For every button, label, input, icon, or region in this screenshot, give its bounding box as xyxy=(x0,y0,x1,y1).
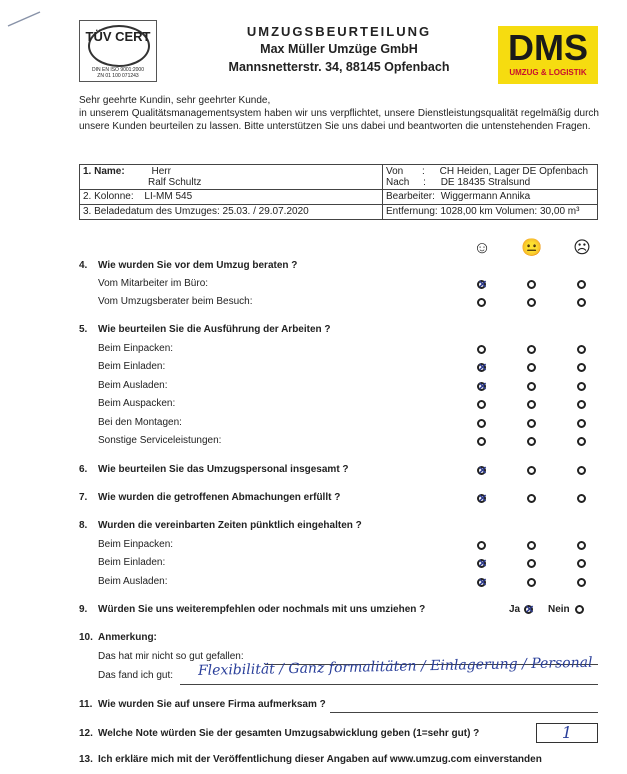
q12-grade-value: 1 xyxy=(561,723,573,742)
form-title: UMZUGSBEURTEILUNG xyxy=(246,24,432,39)
q5-item: Beim Einpacken: xyxy=(98,343,174,354)
rating-radio[interactable] xyxy=(527,437,536,446)
kolonne-value: LI-MM 545 xyxy=(144,191,193,202)
q5-number: 5. xyxy=(79,324,88,335)
q9-ja-radio[interactable] xyxy=(524,605,533,614)
q8-number: 8. xyxy=(79,520,88,531)
greeting: Sehr geehrte Kundin, sehr geehrter Kunde, xyxy=(79,95,271,106)
von-value: CH Heiden, Lager DE Opfenbach xyxy=(439,166,589,177)
rating-radio[interactable] xyxy=(527,466,536,475)
kolonne-cell xyxy=(80,190,383,205)
rating-radio[interactable] xyxy=(577,578,586,587)
rating-radio[interactable] xyxy=(577,363,586,372)
rating-radio[interactable] xyxy=(477,578,486,587)
rating-radio[interactable] xyxy=(527,419,536,428)
sad-face-icon: ☹ xyxy=(573,238,591,257)
cert-number: ZN 01 100 071243 xyxy=(97,73,139,79)
rating-radio[interactable] xyxy=(477,541,486,550)
q10-text: Anmerkung: xyxy=(98,632,157,643)
rating-radio[interactable] xyxy=(527,559,536,568)
q4-text: Wie wurden Sie vor dem Umzug beraten ? xyxy=(98,260,298,271)
intro-text xyxy=(79,94,599,133)
customer-info-table xyxy=(79,164,598,220)
rating-radio[interactable] xyxy=(477,437,486,446)
q11-number: 11. xyxy=(79,699,93,710)
q6-text: Wie beurteilen Sie das Umzugspersonal insgesamt ? xyxy=(98,464,349,475)
rating-radio[interactable] xyxy=(527,363,536,372)
q7-number: 7. xyxy=(79,492,88,503)
rating-radio[interactable] xyxy=(527,382,536,391)
rating-radio[interactable] xyxy=(577,419,586,428)
bearbeiter-label: Bearbeiter: xyxy=(386,191,435,202)
rating-radio[interactable] xyxy=(577,400,586,409)
q7-text: Wie wurden die getroffenen Abmachungen erfüllt ? xyxy=(98,492,341,503)
q12-text: Welche Note würden Sie der gesamten Umzugsabwicklung geben (1=sehr gut) ? xyxy=(98,728,480,739)
q13-number: 13. xyxy=(79,754,93,765)
q9-text: Würden Sie uns weiterempfehlen oder nochmals mit uns umziehen ? xyxy=(98,604,426,615)
q4-item: Vom Mitarbeiter im Büro: xyxy=(98,278,209,289)
cert-standard: DIN EN ISO 9001:2000 xyxy=(92,67,144,73)
rating-radio[interactable] xyxy=(477,419,486,428)
rating-radio[interactable] xyxy=(577,382,586,391)
rating-radio[interactable] xyxy=(477,280,486,289)
q11-answer-line[interactable] xyxy=(330,712,598,713)
q5-item: Sonstige Serviceleistungen: xyxy=(98,435,222,446)
rating-radio[interactable] xyxy=(577,494,586,503)
dms-logo xyxy=(498,26,598,84)
rating-radio[interactable] xyxy=(477,382,486,391)
rating-radio[interactable] xyxy=(527,541,536,550)
q8-text: Wurden die vereinbarten Zeiten pünktlich eingehalten ? xyxy=(98,520,362,531)
rating-radio[interactable] xyxy=(527,280,536,289)
q10-positive-label: Das fand ich gut: xyxy=(98,670,174,681)
beladedatum-cell: 3. Beladedatum des Umzuges: 25.03. / 29.07.2020 xyxy=(80,205,383,220)
rating-radio[interactable] xyxy=(477,363,486,372)
q8-item: Beim Einpacken: xyxy=(98,539,174,550)
rating-radio[interactable] xyxy=(527,345,536,354)
rating-radio[interactable] xyxy=(527,298,536,307)
rating-radio[interactable] xyxy=(577,345,586,354)
q10-positive-line xyxy=(180,684,598,685)
q9-ja-label: Ja xyxy=(509,604,521,615)
dms-tagline: UMZUG & LOGISTIK xyxy=(509,68,587,77)
q8-item: Beim Ausladen: xyxy=(98,576,168,587)
rating-radio[interactable] xyxy=(577,280,586,289)
nach-label: Nach xyxy=(386,177,410,188)
q5-item: Beim Einladen: xyxy=(98,361,166,372)
salutation: Herr xyxy=(151,166,171,177)
kolonne-label: 2. Kolonne: xyxy=(83,191,134,202)
rating-radio[interactable] xyxy=(527,578,536,587)
rating-radio[interactable] xyxy=(477,345,486,354)
q9-nein-label: Nein xyxy=(548,604,570,615)
company-address: Mannsnetterstr. 34, 88145 Opfenbach xyxy=(228,60,450,74)
tuv-cert-logo xyxy=(79,20,157,82)
rating-radio[interactable] xyxy=(477,298,486,307)
q10-positive-value[interactable]: Flexibilität / Ganz formalitäten / Einlagerung / Personal xyxy=(197,654,593,679)
q5-item: Beim Ausladen: xyxy=(98,380,168,391)
rating-radio[interactable] xyxy=(477,559,486,568)
rating-radio[interactable] xyxy=(577,437,586,446)
tuv-logo-text: TÜV CERT xyxy=(85,29,151,44)
rating-radio[interactable] xyxy=(477,466,486,475)
rating-radio[interactable] xyxy=(527,494,536,503)
rating-radio[interactable] xyxy=(527,400,536,409)
q4-number: 4. xyxy=(79,260,88,271)
q10-number: 10. xyxy=(79,632,93,643)
customer-name: Ralf Schultz xyxy=(148,177,202,188)
route-cell: Von : CH Heiden, Lager DE Opfenbach Nach : DE 18435 Stralsund xyxy=(383,165,598,190)
bearbeiter-cell xyxy=(383,190,598,205)
q8-item: Beim Einladen: xyxy=(98,557,166,568)
neutral-face-icon: 😐 xyxy=(521,238,543,257)
von-label: Von xyxy=(386,166,404,177)
name-label: 1. Name: xyxy=(83,166,125,177)
intro-paragraph: in unserem Qualitätsmanagementsystem haben wir uns verpflichtet, unsere Dienstleistungsqualität regelmäßig durch unsere Kunden beurteilen zu lassen. Bitte unterstützen Sie uns dabei und beantworten die untenstehenden Fragen. xyxy=(79,108,599,132)
q10-negative-label: Das hat mir nicht so gut gefallen: xyxy=(98,651,244,662)
q4-item: Vom Umzugsberater beim Besuch: xyxy=(98,296,253,307)
rating-radio[interactable] xyxy=(577,298,586,307)
rating-radio[interactable] xyxy=(477,400,486,409)
company-name: Max Müller Umzüge GmbH xyxy=(260,42,418,56)
q13-text: Ich erkläre mich mit der Veröffentlichung dieser Angaben auf www.umzug.com einverstanden xyxy=(98,754,542,765)
bearbeiter-value: Wiggermann Annika xyxy=(440,191,531,202)
entfernung-cell: Entfernung: 1028,00 km Volumen: 30,00 m³ xyxy=(383,205,598,220)
q12-grade-box[interactable] xyxy=(536,723,598,743)
rating-radio[interactable] xyxy=(477,494,486,503)
rating-radio[interactable] xyxy=(577,541,586,550)
q5-text: Wie beurteilen Sie die Ausführung der Arbeiten ? xyxy=(98,324,331,335)
rating-radio[interactable] xyxy=(577,559,586,568)
q5-item: Beim Auspacken: xyxy=(98,398,176,409)
happy-face-icon: ☺ xyxy=(473,238,491,257)
q9-number: 9. xyxy=(79,604,88,615)
q11-text: Wie wurden Sie auf unsere Firma aufmerksam ? xyxy=(98,699,326,710)
q12-number: 12. xyxy=(79,728,93,739)
nach-value: DE 18435 Stralsund xyxy=(440,177,531,188)
q9-nein-radio[interactable] xyxy=(575,605,584,614)
q5-item: Bei den Montagen: xyxy=(98,417,182,428)
rating-radio[interactable] xyxy=(577,466,586,475)
name-cell xyxy=(80,165,383,190)
dms-logo-text: DMS xyxy=(508,27,588,68)
pen-mark-icon xyxy=(6,6,42,30)
q6-number: 6. xyxy=(79,464,88,475)
